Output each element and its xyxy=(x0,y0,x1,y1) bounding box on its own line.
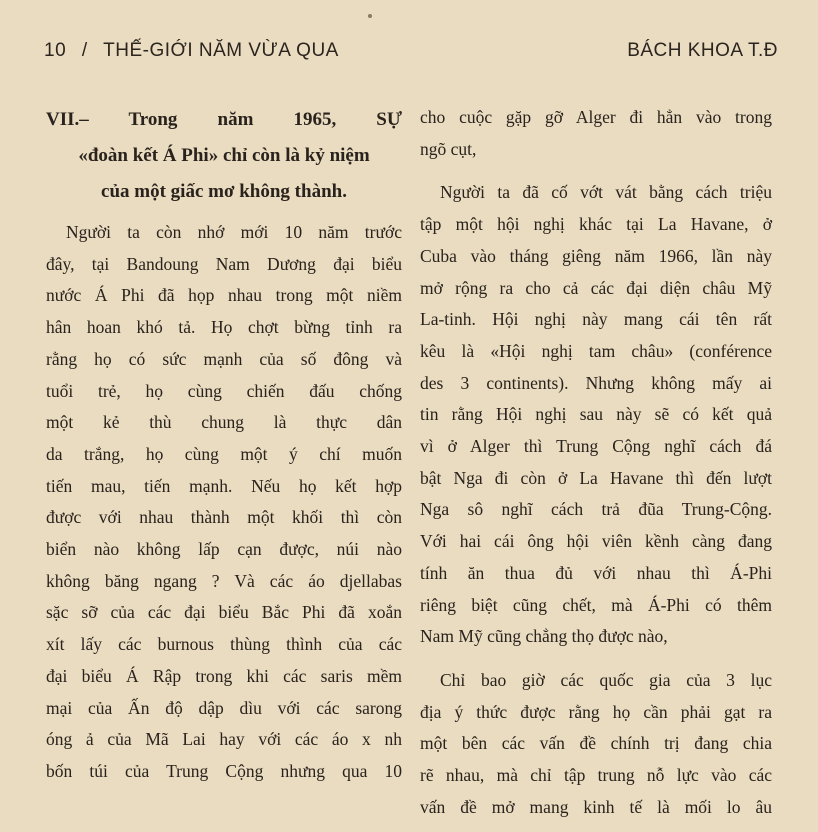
text-line: tiến mau, tiến mạnh. Nếu họ kết hợp xyxy=(46,475,402,496)
text-line: kêu là «Hội nghị tam châu» (conférence xyxy=(420,340,772,361)
text-line: riêng biệt cũng chết, mà Á-Phi có thêm xyxy=(420,594,772,615)
text-line: địa ý thức được rằng họ cần phải gạt ra xyxy=(420,701,772,722)
page-number: 10 xyxy=(44,40,67,61)
right-column xyxy=(420,102,772,823)
heading-line: «đoàn kết Á Phi» chỉ còn là kỷ niệm xyxy=(78,145,370,166)
text-line: óng ả của Mã Lai hay với các áo x nh xyxy=(46,729,402,750)
text-line: Nam Mỹ cũng chẳng thọ được nào, xyxy=(420,626,668,647)
text-line: da trắng, họ cùng một ý chí muốn xyxy=(46,443,402,464)
text-line: không băng ngang ? Và các áo djellabas xyxy=(46,570,402,591)
left-column xyxy=(46,102,402,788)
header-separator: / xyxy=(81,40,88,61)
text-line: bật Nga đi còn ở La Havane thì đến lượt xyxy=(420,467,772,488)
text-line: Cuba vào tháng giêng năm 1966, lần này xyxy=(420,245,772,266)
text-line: ngõ cụt, xyxy=(420,138,477,159)
page-header xyxy=(44,40,778,68)
header-left xyxy=(44,40,349,62)
paragraph-gap xyxy=(420,653,772,665)
text-line: Chỉ bao giờ các quốc gia của 3 lục xyxy=(440,669,772,690)
text-line: tính ăn thua đủ với nhau thì Á-Phi xyxy=(420,562,772,583)
publication-title: BÁCH KHOA T.Đ xyxy=(627,40,778,61)
text-line: đây, tại Bandoung Nam Dương đại biểu xyxy=(46,253,402,274)
section-heading xyxy=(46,102,402,210)
text-line: sặc sỡ của các đại biểu Bắc Phi đã xoắn xyxy=(46,602,402,623)
text-line: mở rộng ra cho cả các đại diện châu Mỹ xyxy=(420,277,772,298)
text-line: nước Á Phi đã họp nhau trong một niềm xyxy=(46,285,402,306)
text-line: một kẻ thù chung là thực dân xyxy=(46,412,402,433)
text-line: Người ta còn nhớ mới 10 năm trước xyxy=(66,222,402,242)
text-line: rẽ nhau, mà chỉ tập trung nỗ lực vào các xyxy=(420,765,772,786)
text-line: tin rằng Hội nghị sau này sẽ có kết quả xyxy=(420,404,772,425)
paragraph xyxy=(420,665,772,824)
text-line: cho cuộc gặp gỡ Alger đi hẳn vào trong xyxy=(420,107,772,127)
printing-speck xyxy=(368,14,372,18)
text-line: Nga sô nghĩ cách trả đũa Trung-Cộng. xyxy=(420,499,772,520)
text-line: đại biểu Á Rập trong khi các saris mềm xyxy=(46,665,402,686)
paragraph xyxy=(420,177,772,653)
text-line: biển nào không lấp cạn được, núi nào xyxy=(46,539,402,560)
text-line: Với hai cái ông hội viên kềnh càng đang xyxy=(420,531,772,552)
text-line: mại của Ấn độ dập dìu với các sarong xyxy=(46,697,402,718)
text-line: tuổi trẻ, họ cùng chiến đấu chống xyxy=(46,380,402,401)
text-line: vấn đề mở mang kinh tế là mối lo âu xyxy=(420,796,772,817)
text-line: tập một hội nghị khác tại La Havane, ở xyxy=(420,214,772,235)
text-line: Người ta đã cố vớt vát bằng cách triệu xyxy=(440,182,772,203)
text-line: bốn túi của Trung Cộng nhưng qua 10 xyxy=(46,760,402,781)
section-title: THẾ-GIỚI NĂM VỪA QUA xyxy=(103,40,339,61)
heading-line: VII.– Trong năm 1965, SỰ xyxy=(46,109,402,130)
text-line: des 3 continents). Nhưng không mấy ai xyxy=(420,372,772,393)
text-line: La-tinh. Hội nghị này mang cái tên rất xyxy=(420,309,772,330)
text-line: vì ở Alger thì Trung Cộng nghĩ cách đá xyxy=(420,436,772,457)
paragraph xyxy=(420,102,772,165)
paragraph xyxy=(46,217,402,788)
text-line: một bên các vấn đề chính trị đang chia xyxy=(420,733,772,754)
paragraph-gap xyxy=(420,165,772,177)
text-line: được với nhau thành một khối thì còn xyxy=(46,507,402,528)
text-line: hân hoan khó tả. Họ chợt bừng tỉnh ra xyxy=(46,317,402,338)
text-line: xít lấy các burnous thùng thình của các xyxy=(46,634,402,655)
heading-line: của một giấc mơ không thành. xyxy=(101,181,347,202)
text-line: rằng họ có sức mạnh của số đông và xyxy=(46,348,402,369)
